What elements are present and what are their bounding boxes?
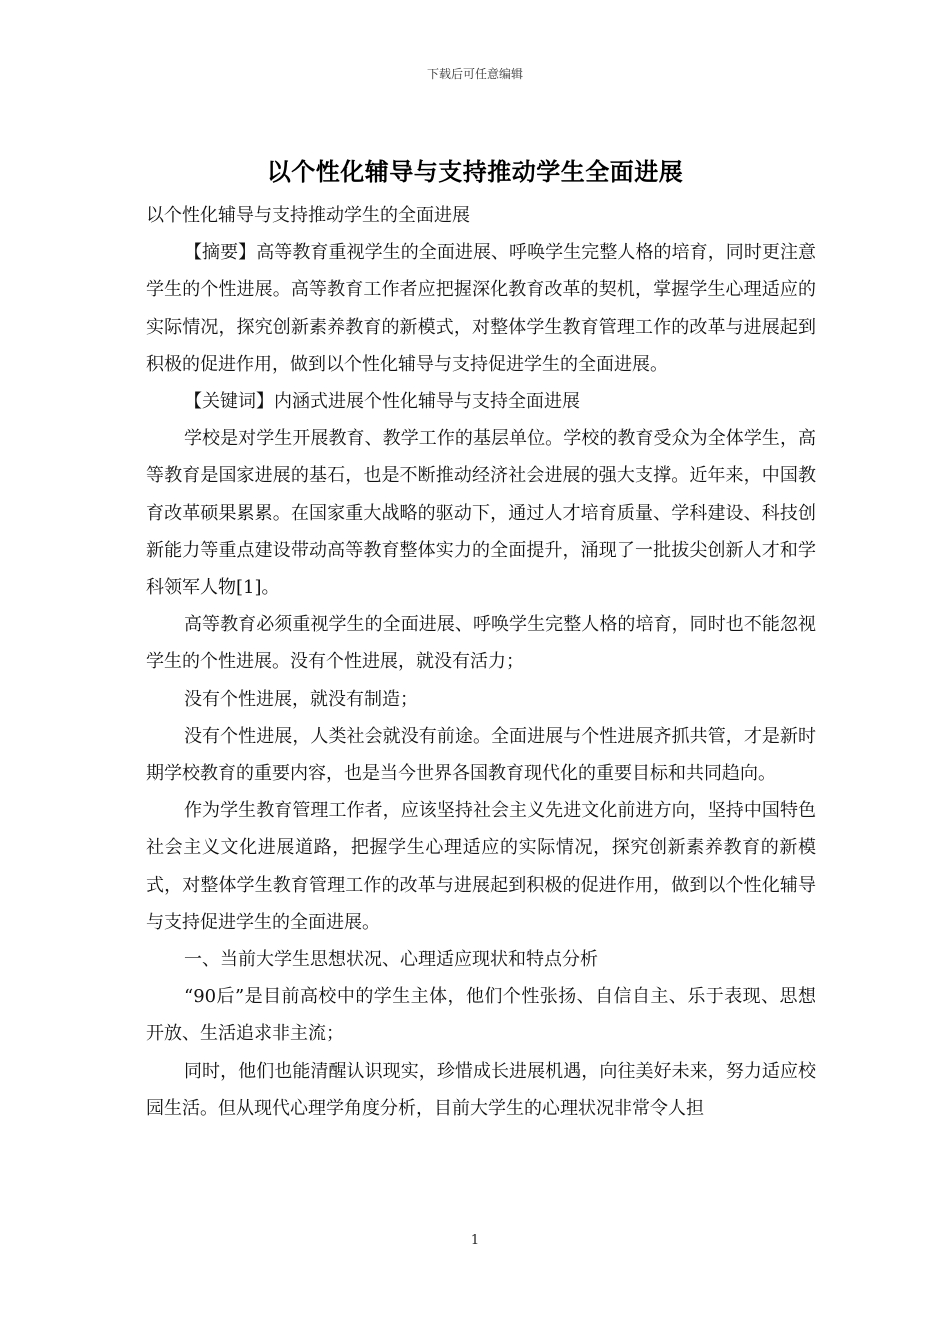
section-heading: 一、当前大学生思想状况、心理适应现状和特点分析 <box>184 949 598 971</box>
page-number: 1 <box>470 1233 480 1248</box>
document-title: 以个性化辅导与支持推动学生全面进展 <box>266 157 684 186</box>
body-paragraph: 学校是对学生开展教育、教学工作的基层单位。学校的教育受众为全体学生，高等教育是国家进展的基石，也是不断推动经济社会进展的强大支撑。近年来，中国教育改革硕果累累。在国家重大战略的驱动下，通过人才培育质量、学科建设、科技创新能力等重点建设带动高等教育整体实力的全面提升，涌现了一批拔尖创新人才和学科领军人物[1]。 <box>146 428 816 599</box>
body-paragraph: 同时，他们也能清醒认识现实，珍惜成长进展机遇，向往美好未来，努力适应校园生活。但从现代心理学角度分析，目前大学生的心理状况非常令人担 <box>146 1060 816 1119</box>
body-paragraph: 高等教育必须重视学生的全面进展、呼唤学生完整人格的培育，同时也不能忽视学生的个性进展。没有个性进展，就没有活力； <box>146 614 816 673</box>
document-subtitle: 以个性化辅导与支持推动学生的全面进展 <box>146 205 470 226</box>
keywords-paragraph: 【关键词】内涵式进展个性化辅导与支持全面进展 <box>184 391 580 413</box>
body-paragraph: 作为学生教育管理工作者，应该坚持社会主义先进文化前进方向，坚持中国特色社会主义文化进展道路，把握学生心理适应的实际情况，探究创新素养教育的新模式，对整体学生教育管理工作的改革与进展起到积极的促进作用，做到以个性化辅导与支持促进学生的全面进展。 <box>146 800 816 933</box>
body-paragraph: 没有个性进展，就没有制造； <box>184 688 418 710</box>
document-body <box>146 197 816 1127</box>
body-paragraph: “90后”是目前高校中的学生主体，他们个性张扬、自信自主、乐于表现、思想开放、生活追求非主流； <box>146 986 816 1045</box>
abstract-paragraph: 【摘要】高等教育重视学生的全面进展、呼唤学生完整人格的培育，同时更注意学生的个性进展。高等教育工作者应把握深化教育改革的契机，掌握学生心理适应的实际情况，探究创新素养教育的新模式，对整体学生教育管理工作的改革与进展起到积极的促进作用，做到以个性化辅导与支持促进学生的全面进展。 <box>146 242 816 375</box>
body-paragraph: 没有个性进展，人类社会就没有前途。全面进展与个性进展齐抓共管，才是新时期学校教育的重要内容，也是当今世界各国教育现代化的重要目标和共同趋向。 <box>146 725 816 785</box>
header-note: 下载后可任意编辑 <box>426 67 523 81</box>
